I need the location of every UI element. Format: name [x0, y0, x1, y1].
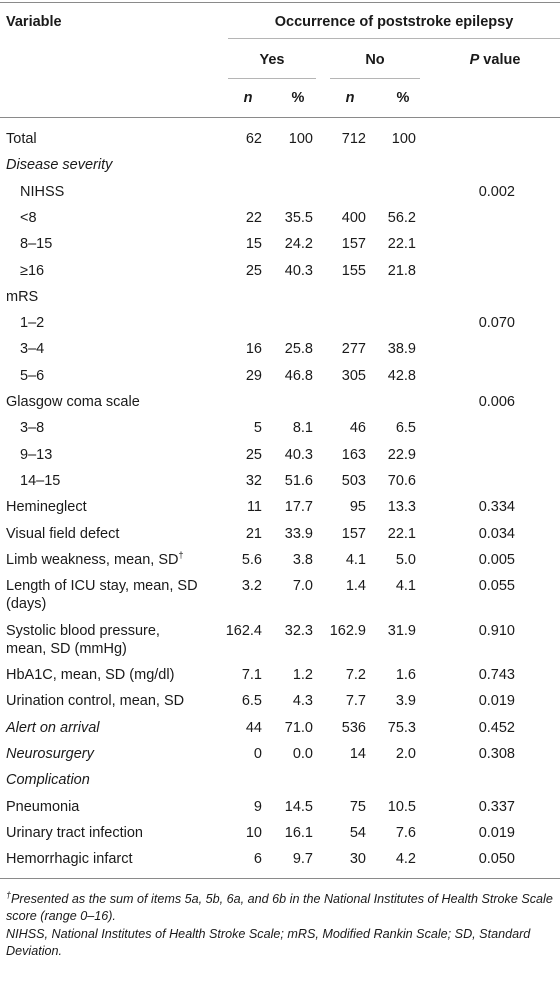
cell-no-n: 536 [341, 719, 366, 736]
row-label [20, 183, 64, 201]
cell-no-n: 46 [349, 420, 366, 437]
row-label [6, 288, 38, 306]
cell-yes-pct: 8.1 [292, 420, 313, 437]
cell-p-value: 0.019 [478, 693, 515, 710]
cell-no-pct: 1.6 [395, 667, 416, 684]
cell-yes-pct: 14.5 [284, 798, 313, 815]
cell-yes-pct: 16.1 [284, 824, 313, 841]
cell-no-pct: 7.6 [395, 824, 416, 841]
row-label [6, 622, 160, 658]
cell-yes-n: 6.5 [241, 693, 262, 710]
cell-no-pct: 38.9 [387, 341, 416, 358]
header-occurrence: Occurrence of poststroke epilepsy [274, 14, 514, 30]
header-no-pct: % [396, 90, 410, 106]
row-label [6, 692, 184, 710]
cell-no-pct: 42.8 [387, 367, 416, 384]
cell-yes-n: 29 [245, 367, 262, 384]
cell-yes-n: 16 [245, 341, 262, 358]
cell-no-n: 75 [349, 798, 366, 815]
cell-no-pct: 2.0 [395, 746, 416, 762]
cell-yes-pct: 35.5 [284, 209, 313, 226]
cell-yes-pct: 46.8 [284, 367, 313, 384]
header-rule-no [330, 78, 420, 79]
header-variable: Variable [6, 14, 62, 30]
cell-yes-pct: 40.3 [284, 446, 313, 463]
cell-no-pct: 10.5 [387, 798, 416, 815]
row-label-text: NIHSS [20, 183, 65, 200]
row-label [20, 340, 44, 358]
header-p-rest: value [479, 52, 521, 68]
cell-no-n: 163 [341, 446, 366, 463]
row-label [6, 551, 183, 569]
cell-yes-pct: 51.6 [284, 472, 313, 489]
cell-no-pct: 4.2 [395, 851, 416, 868]
cell-no-pct: 100 [391, 131, 416, 147]
cell-no-n: 7.2 [345, 667, 366, 684]
cell-no-n: 157 [341, 525, 366, 542]
cell-no-n: 30 [349, 851, 366, 868]
row-label-text: HbA1C, mean, SD (mg/dl) [6, 667, 175, 684]
header-rule-yes [228, 78, 316, 79]
cell-yes-pct: 25.8 [284, 341, 313, 358]
cell-no-n: 157 [341, 236, 366, 253]
row-label [6, 525, 119, 543]
row-label-text: Visual field defect [6, 525, 120, 542]
cell-no-n: 4.1 [345, 551, 366, 568]
cell-p-value: 0.452 [478, 719, 515, 736]
row-label [6, 130, 37, 148]
row-label-text: Hemorrhagic infarct [6, 851, 133, 868]
row-label [6, 798, 79, 816]
cell-p-value: 0.019 [478, 824, 515, 841]
row-label [6, 745, 94, 763]
cell-no-pct: 22.9 [387, 446, 416, 463]
cell-yes-n: 3.2 [241, 578, 262, 595]
row-label-text: 8–15 [20, 236, 53, 253]
row-label [20, 262, 44, 280]
cell-yes-n: 10 [245, 824, 262, 841]
cell-yes-n: 162.4 [225, 622, 262, 639]
cell-yes-pct: 100 [288, 131, 313, 147]
cell-yes-pct: 1.2 [292, 667, 313, 684]
cell-yes-n: 15 [245, 236, 262, 253]
row-label-text: Pneumonia [6, 798, 80, 815]
cell-no-n: 155 [341, 262, 366, 279]
cell-no-n: 162.9 [329, 622, 366, 639]
cell-yes-n: 11 [246, 499, 262, 516]
header-yes: Yes [259, 52, 285, 68]
cell-p-value: 0.050 [478, 851, 515, 868]
cell-yes-pct: 32.3 [284, 622, 313, 639]
row-label [20, 367, 44, 385]
cell-no-n: 503 [341, 472, 366, 489]
row-label [20, 235, 52, 253]
table-top-rule [0, 2, 560, 3]
cell-p-value: 0.002 [478, 183, 515, 200]
cell-p-value: 0.337 [478, 798, 515, 815]
cell-yes-pct: 17.7 [284, 499, 313, 516]
row-label-text: 1–2 [20, 315, 45, 332]
cell-yes-n: 5.6 [241, 551, 262, 568]
row-label [20, 472, 60, 490]
row-label-text: Hemineglect [6, 499, 87, 516]
row-label-dagger: † [178, 549, 184, 560]
cell-p-value: 0.034 [478, 525, 515, 542]
row-label-text: Complication [6, 772, 90, 789]
cell-no-n: 400 [341, 209, 366, 226]
row-label-text: Glasgow coma scale [6, 394, 140, 410]
cell-no-n: 1.4 [345, 578, 366, 595]
row-label-text: Urinary tract infection [6, 824, 143, 841]
cell-p-value: 0.006 [478, 394, 515, 410]
cell-no-n: 7.7 [345, 693, 366, 710]
row-label [6, 577, 198, 613]
cell-no-pct: 70.6 [387, 472, 416, 489]
cell-yes-n: 44 [245, 719, 262, 736]
row-label [6, 156, 112, 174]
cell-p-value: 0.005 [478, 551, 515, 568]
row-label-text: Disease severity [6, 157, 113, 174]
header-rule-1 [228, 38, 560, 39]
header-no: No [365, 52, 385, 68]
row-label-text: Total [6, 131, 37, 147]
row-label-text: 3–4 [20, 341, 45, 358]
row-label-text: Length of ICU stay, mean, SD [6, 578, 198, 595]
row-label-text: Neurosurgery [6, 746, 94, 762]
cell-no-pct: 31.9 [387, 622, 416, 639]
row-label-text: Limb weakness, mean, SD [6, 551, 179, 568]
cell-yes-n: 0 [253, 746, 262, 762]
row-label-text: Systolic blood pressure, [6, 622, 160, 639]
header-p-value [455, 52, 535, 68]
cell-no-pct: 6.5 [395, 420, 416, 437]
cell-yes-n: 25 [245, 262, 262, 279]
cell-no-pct: 22.1 [387, 525, 416, 542]
cell-yes-pct: 24.2 [284, 236, 313, 253]
footnote-dagger: † [6, 889, 12, 900]
cell-yes-pct: 7.0 [292, 578, 313, 595]
row-label [20, 314, 44, 332]
cell-yes-pct: 4.3 [292, 693, 313, 710]
cell-p-value: 0.334 [478, 499, 515, 516]
cell-no-n: 14 [349, 746, 366, 762]
row-label [6, 719, 99, 737]
cell-no-pct: 22.1 [387, 236, 416, 253]
header-bottom-rule [0, 117, 560, 118]
row-label-text: mRS [6, 288, 39, 305]
header-yes-n: n [243, 90, 253, 106]
footnote-1-text: Presented as the sum of items 5a, 5b, 6a, and 6b in the National Institutes of Health Stroke Scale score (range 0–16). [6, 891, 553, 923]
row-label [20, 209, 37, 227]
header-no-n: n [345, 90, 355, 106]
cell-no-pct: 56.2 [387, 209, 416, 226]
cell-no-pct: 13.3 [387, 499, 416, 516]
row-label-text-line2: mean, SD (mmHg) [6, 640, 127, 657]
cell-yes-n: 5 [253, 420, 262, 437]
cell-yes-n: 25 [245, 446, 262, 463]
cell-yes-pct: 0.0 [292, 746, 313, 762]
cell-no-pct: 75.3 [387, 719, 416, 736]
cell-no-pct: 3.9 [395, 693, 416, 710]
cell-yes-n: 22 [245, 209, 262, 226]
footnote-1 [6, 891, 554, 926]
footnote-2: NIHSS, National Institutes of Health Stroke Scale; mRS, Modified Rankin Scale; SD, Standard Deviation. [6, 926, 531, 958]
row-label-text: 5–6 [20, 367, 45, 384]
cell-yes-pct: 71.0 [284, 719, 313, 736]
header-p-letter: P [469, 52, 480, 68]
cell-no-n: 95 [349, 499, 366, 516]
cell-yes-n: 62 [245, 131, 262, 147]
row-label [6, 666, 174, 684]
cell-yes-pct: 40.3 [284, 262, 313, 279]
row-label-text: ≥16 [20, 262, 45, 279]
cell-no-n: 712 [341, 131, 366, 147]
row-label [6, 393, 140, 411]
row-label-text: Alert on arrival [6, 719, 100, 736]
row-label [20, 446, 52, 464]
row-label [6, 850, 133, 868]
table-bottom-rule [0, 878, 560, 879]
cell-yes-n: 7.1 [241, 667, 262, 684]
header-yes-pct: % [291, 90, 305, 106]
cell-no-n: 54 [349, 824, 366, 841]
cell-yes-n: 6 [253, 851, 262, 868]
row-label [20, 419, 44, 437]
row-label [6, 771, 90, 789]
cell-yes-pct: 33.9 [284, 525, 313, 542]
row-label-text: <8 [20, 209, 37, 226]
cell-p-value: 0.743 [478, 667, 515, 684]
cell-yes-n: 9 [253, 798, 262, 815]
cell-no-n: 277 [341, 341, 366, 358]
cell-p-value: 0.308 [478, 746, 515, 762]
cell-no-pct: 4.1 [395, 578, 416, 595]
row-label-text: 3–8 [20, 420, 45, 437]
cell-yes-n: 32 [245, 472, 262, 489]
cell-no-pct: 5.0 [395, 551, 416, 568]
row-label-text: 9–13 [20, 446, 53, 463]
cell-no-pct: 21.8 [387, 262, 416, 279]
row-label-text-line2: (days) [6, 596, 47, 613]
cell-p-value: 0.055 [478, 578, 515, 595]
row-label-text: Urination control, mean, SD [6, 693, 185, 710]
row-label [6, 498, 87, 516]
row-label-text: 14–15 [20, 472, 61, 489]
cell-no-n: 305 [341, 367, 366, 384]
cell-yes-pct: 3.8 [292, 551, 313, 568]
cell-p-value: 0.910 [478, 622, 515, 639]
cell-p-value: 0.070 [478, 315, 515, 332]
cell-yes-n: 21 [245, 525, 262, 542]
row-label [6, 824, 143, 842]
cell-yes-pct: 9.7 [292, 851, 313, 868]
